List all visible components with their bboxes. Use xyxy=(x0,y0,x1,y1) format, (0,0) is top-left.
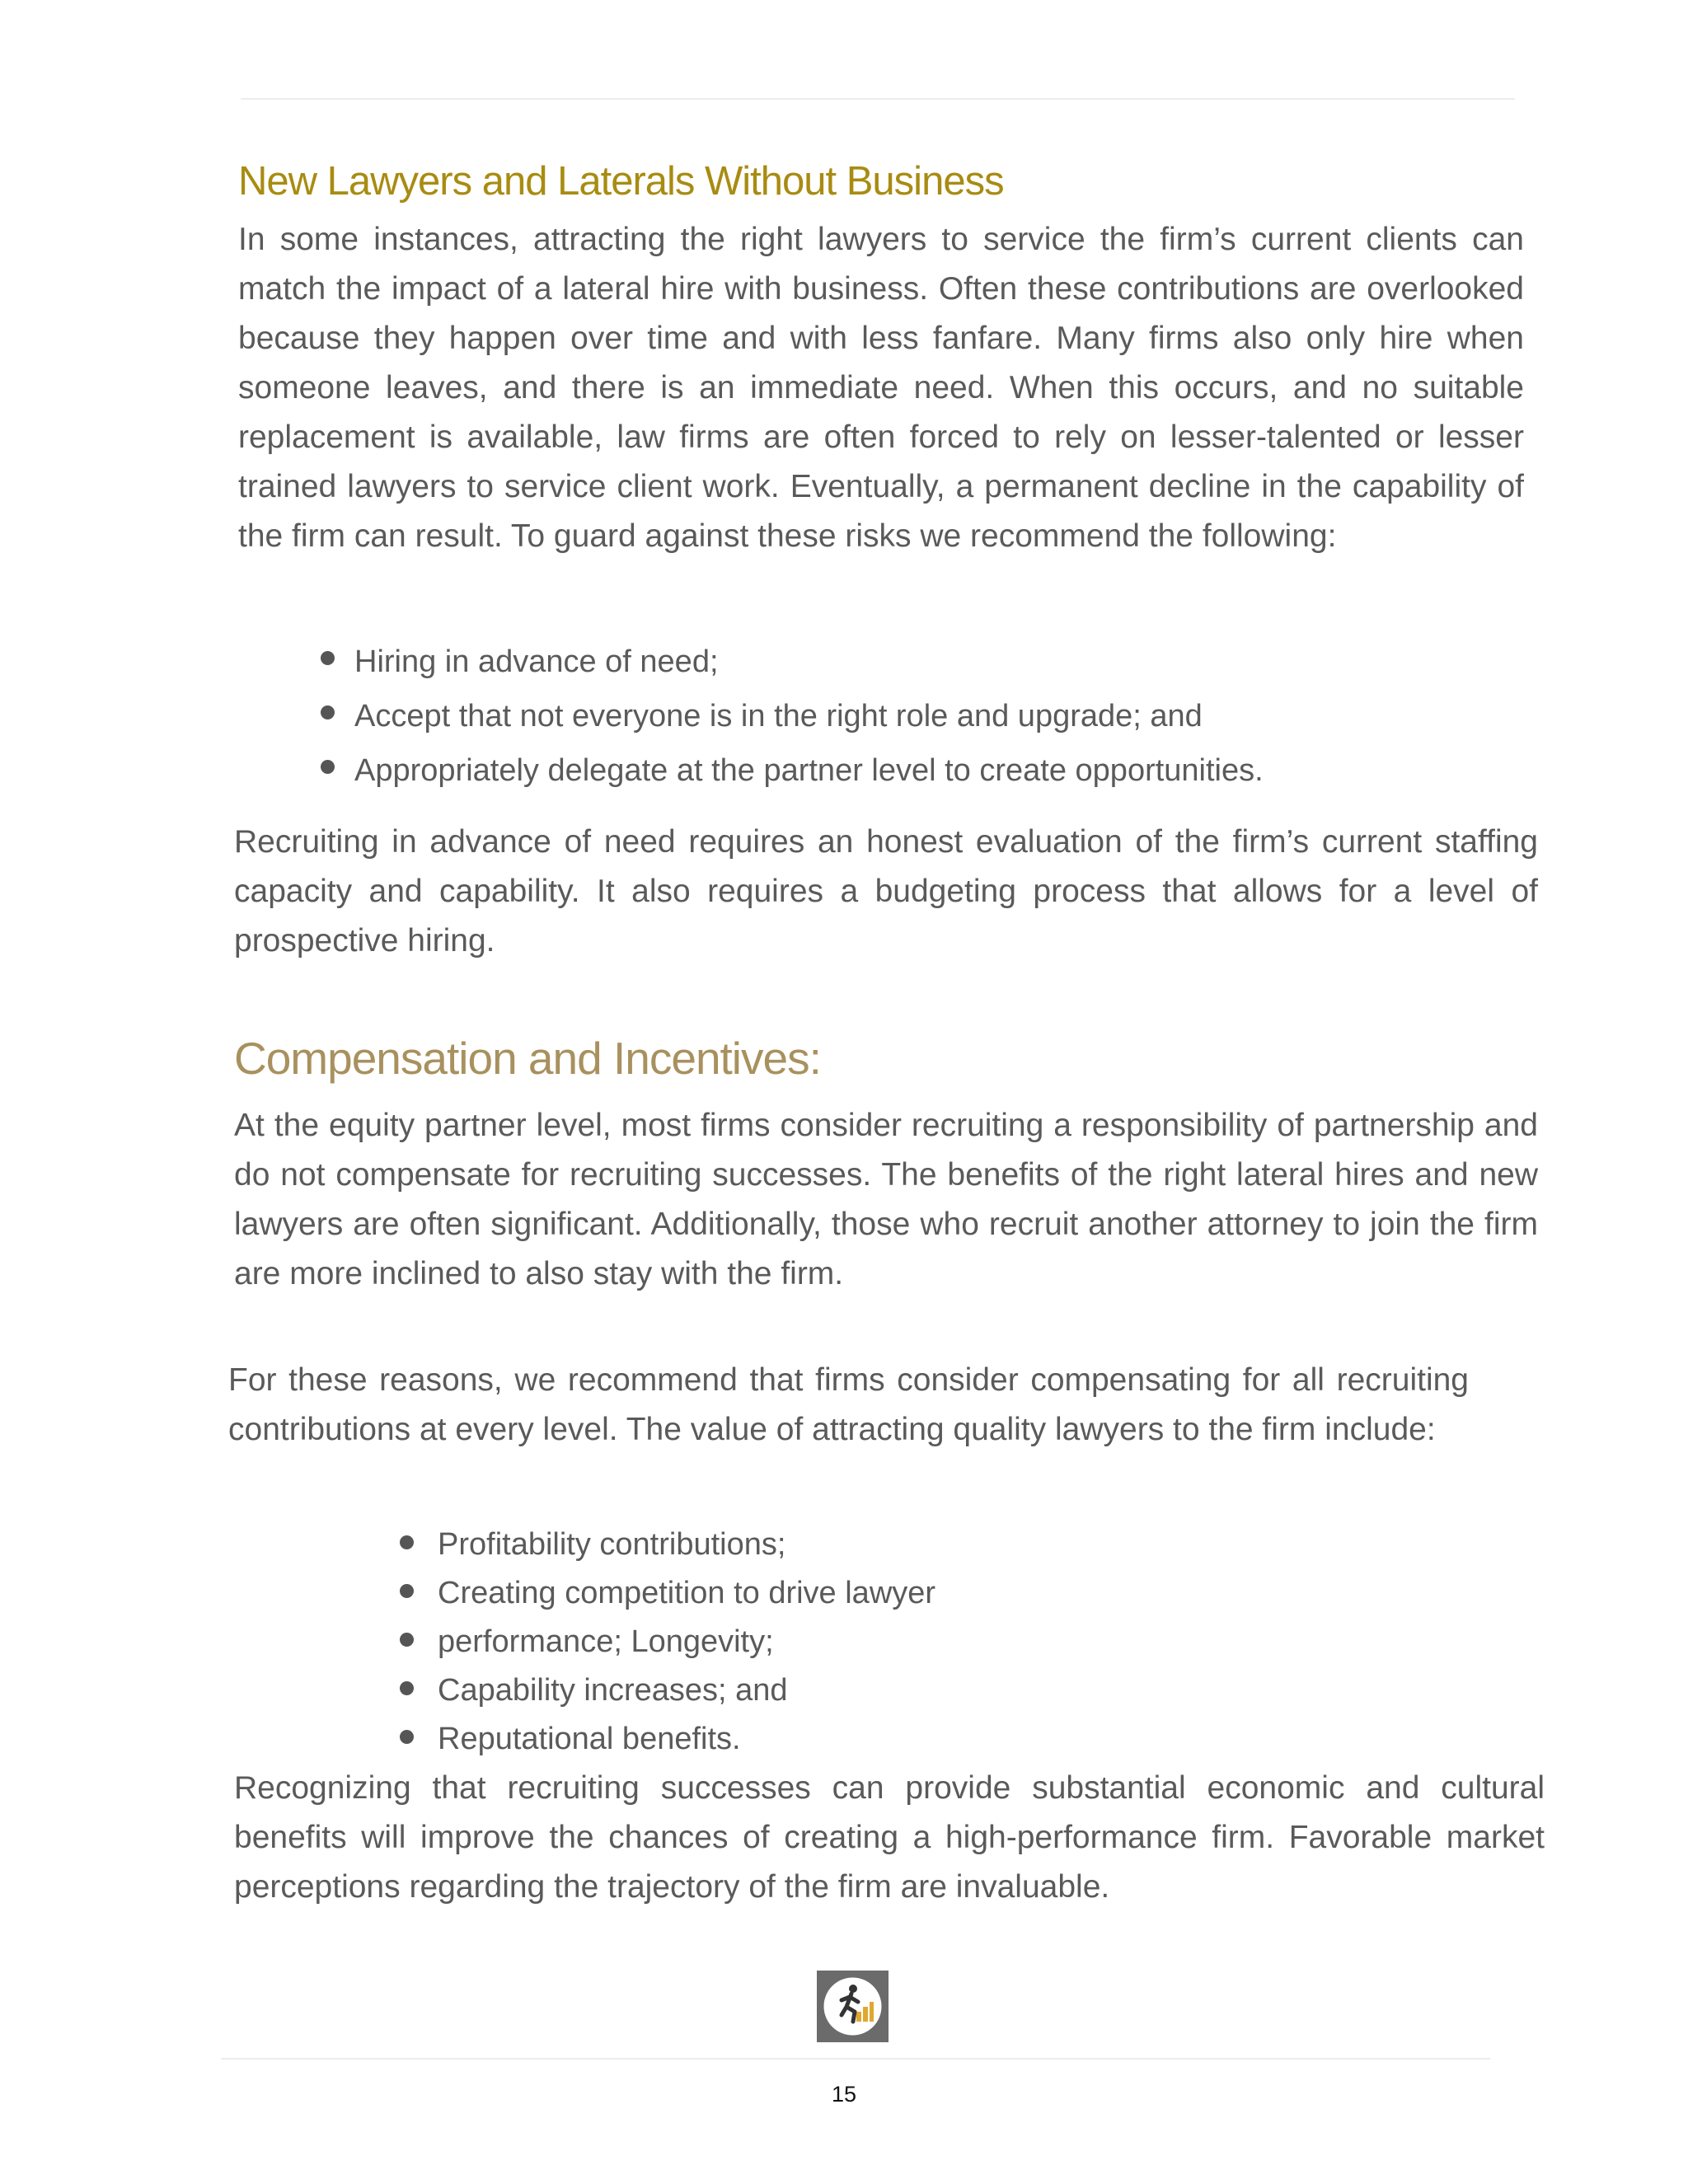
page-number: 15 xyxy=(831,2082,857,2107)
paragraph-for-these-reasons: For these reasons, we recommend that firms consider compensating for all recruiting contributions at every level. The value of attracting quality lawyers to the firm include: xyxy=(228,1362,1469,1447)
bullet-icon xyxy=(400,1584,414,1598)
list-item xyxy=(354,637,1264,691)
list-item xyxy=(354,746,1264,800)
paragraph-equity-partner: At the equity partner level, most firms consider recruiting a responsibility of partnership and do not compensate for recruiting successes. The benefits of the right lateral hires and new lawyers are often significant. Additionally, those who recruit another attorney to join the firm are more inclined to also stay with the firm. xyxy=(234,1108,1538,1291)
header-divider xyxy=(241,98,1515,100)
runner-chart-logo-icon xyxy=(817,1971,889,2042)
paragraph-new-lawyers: In some instances, attracting the right lawyers to service the firm’s current clients can match the impact of a lateral hire with business. Often these contributions are overlooked because they happen over time and with less fanfare. Many firms also only hire when someone leaves, and there is an immediate need. When this occurs, and no suitable replacement is available, law firms are often forced to rely on lesser-talented or lesser trained lawyers to service client work. Eventually, a permanent decline in the capability of the firm can result. To guard against these risks we recommend the following: xyxy=(238,222,1524,554)
list-item-text: Capability increases; and xyxy=(438,1673,788,1708)
list-item xyxy=(438,1521,935,1570)
paragraph-recognizing: Recognizing that recruiting successes can provide substantial economic and cultural benefits will improve the chances of creating a high-performance firm. Favorable market perceptions regarding the trajectory of the firm are invaluable. xyxy=(234,1770,1545,1905)
section-heading-new-lawyers: New Lawyers and Laterals Without Business xyxy=(238,159,1004,204)
paragraph-recruiting-in-advance: Recruiting in advance of need requires an honest evaluation of the firm’s current staffing capacity and capability. It also requires a budgeting process that allows for a level of prospective hiring. xyxy=(234,824,1538,958)
list-item-text: Reputational benefits. xyxy=(438,1722,741,1756)
bullet-icon xyxy=(321,651,335,665)
list-item xyxy=(354,691,1264,746)
footer-divider xyxy=(221,2058,1490,2060)
bullet-icon xyxy=(400,1633,414,1647)
list-item xyxy=(438,1619,935,1667)
list-item-text: performance; Longevity; xyxy=(438,1624,774,1659)
recommendation-list xyxy=(354,637,1264,800)
bullet-icon xyxy=(400,1730,414,1744)
list-item-text: Profitability contributions; xyxy=(438,1527,786,1562)
list-item xyxy=(438,1570,935,1619)
bullet-icon xyxy=(321,760,335,774)
value-list xyxy=(438,1521,935,1765)
list-item-text: Appropriately delegate at the partner level to create opportunities. xyxy=(354,753,1264,788)
list-item xyxy=(438,1667,935,1716)
bullet-icon xyxy=(400,1681,414,1695)
list-item-text: Hiring in advance of need; xyxy=(354,644,719,679)
list-item-text: Creating competition to drive lawyer xyxy=(438,1576,936,1610)
bullet-icon xyxy=(400,1535,414,1549)
section-heading-compensation: Compensation and Incentives: xyxy=(234,1033,821,1084)
list-item xyxy=(438,1716,935,1765)
bullet-icon xyxy=(321,705,335,719)
list-item-text: Accept that not everyone is in the right role and upgrade; and xyxy=(354,699,1203,733)
